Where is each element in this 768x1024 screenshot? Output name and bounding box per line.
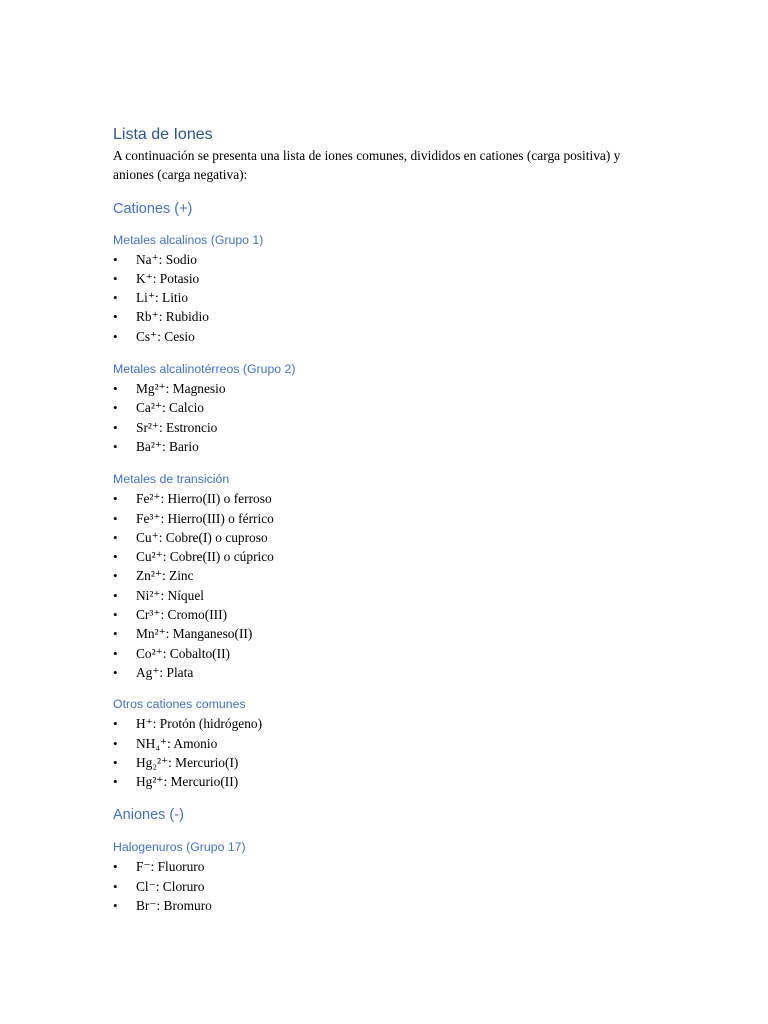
list-item: • Hg²⁺: Mercurio(II) bbox=[113, 772, 653, 791]
list-item: • Ag⁺: Plata bbox=[113, 663, 653, 682]
bullet-icon: • bbox=[113, 491, 118, 507]
bullet-icon: • bbox=[113, 290, 118, 306]
list-item: • Cu²⁺: Cobre(II) o cúprico bbox=[113, 547, 653, 566]
ion-list bbox=[113, 857, 653, 915]
bullet-icon: • bbox=[113, 270, 118, 286]
bullet-icon: • bbox=[113, 716, 118, 732]
list-item: • Mg²⁺: Magnesio bbox=[113, 379, 653, 398]
group-alcalinos bbox=[113, 231, 653, 346]
group-heading: Metales alcalinos (Grupo 1) bbox=[113, 232, 264, 247]
list-item: • Cu⁺: Cobre(I) o cuproso bbox=[113, 528, 653, 547]
bullet-icon: • bbox=[113, 607, 118, 623]
bullet-icon: • bbox=[113, 419, 118, 435]
list-item: • F⁻: Fluoruro bbox=[113, 857, 653, 876]
bullet-icon: • bbox=[113, 735, 118, 751]
list-item: • Cl⁻: Cloruro bbox=[113, 877, 653, 896]
group-heading: Halogenuros (Grupo 17) bbox=[113, 840, 246, 855]
bullet-icon: • bbox=[113, 381, 118, 397]
group-heading: Metales de transición bbox=[113, 472, 230, 487]
group-transicion bbox=[113, 470, 653, 682]
list-item: • H⁺: Protón (hidrógeno) bbox=[113, 714, 653, 733]
bullet-icon: • bbox=[113, 754, 118, 770]
list-item: • NH₄⁺: Amonio bbox=[113, 734, 653, 753]
list-item: • Fe²⁺: Hierro(II) o ferroso bbox=[113, 489, 653, 508]
list-item: • K⁺: Potasio bbox=[113, 269, 653, 288]
bullet-icon: • bbox=[113, 645, 118, 661]
bullet-icon: • bbox=[113, 549, 118, 565]
bullet-icon: • bbox=[113, 774, 118, 790]
list-item: • Ca²⁺: Calcio bbox=[113, 398, 653, 417]
list-item: • Sr²⁺: Estroncio bbox=[113, 418, 653, 437]
list-item: • Zn²⁺: Zinc bbox=[113, 566, 653, 585]
list-item: • Mn²⁺: Manganeso(II) bbox=[113, 624, 653, 643]
list-item: • Rb⁺: Rubidio bbox=[113, 307, 653, 326]
group-otros-cationes bbox=[113, 695, 653, 791]
group-heading: Metales alcalinotérreos (Grupo 2) bbox=[113, 362, 296, 377]
list-item: • Cr³⁺: Cromo(III) bbox=[113, 605, 653, 624]
group-heading: Otros cationes comunes bbox=[113, 697, 246, 712]
list-item: • Hg₂²⁺: Mercurio(I) bbox=[113, 753, 653, 772]
list-item: • Br⁻: Bromuro bbox=[113, 896, 653, 915]
list-item: • Cs⁺: Cesio bbox=[113, 327, 653, 346]
document-title: Lista de Iones bbox=[113, 126, 213, 143]
list-item: • Fe³⁺: Hierro(III) o férrico bbox=[113, 509, 653, 528]
ion-list bbox=[113, 489, 653, 682]
bullet-icon: • bbox=[113, 309, 118, 325]
list-item: • Co²⁺: Cobalto(II) bbox=[113, 644, 653, 663]
ion-list bbox=[113, 250, 653, 346]
bullet-icon: • bbox=[113, 626, 118, 642]
bullet-icon: • bbox=[113, 568, 118, 584]
bullet-icon: • bbox=[113, 510, 118, 526]
group-alcalinoterreos bbox=[113, 360, 653, 456]
group-halogenuros bbox=[113, 838, 653, 915]
bullet-icon: • bbox=[113, 328, 118, 344]
list-item: • Li⁺: Litio bbox=[113, 288, 653, 307]
bullet-icon: • bbox=[113, 438, 118, 454]
bullet-icon: • bbox=[113, 400, 118, 416]
bullet-icon: • bbox=[113, 529, 118, 545]
document-page bbox=[113, 124, 653, 915]
aniones-heading: Aniones (-) bbox=[113, 807, 184, 824]
bullet-icon: • bbox=[113, 664, 118, 680]
list-item: • Ba²⁺: Bario bbox=[113, 437, 653, 456]
intro-paragraph: A continuación se presenta una lista de iones comunes, divididos en cationes (carga positiva) y aniones (carga negativa): bbox=[113, 148, 621, 183]
bullet-icon: • bbox=[113, 587, 118, 603]
ion-list bbox=[113, 714, 653, 791]
cationes-section bbox=[113, 199, 653, 792]
bullet-icon: • bbox=[113, 859, 118, 875]
bullet-icon: • bbox=[113, 898, 118, 914]
cationes-heading: Cationes (+) bbox=[113, 200, 193, 217]
ion-list bbox=[113, 379, 653, 456]
aniones-section bbox=[113, 805, 653, 915]
list-item: • Na⁺: Sodio bbox=[113, 250, 653, 269]
bullet-icon: • bbox=[113, 878, 118, 894]
list-item: • Ni²⁺: Níquel bbox=[113, 586, 653, 605]
bullet-icon: • bbox=[113, 251, 118, 267]
